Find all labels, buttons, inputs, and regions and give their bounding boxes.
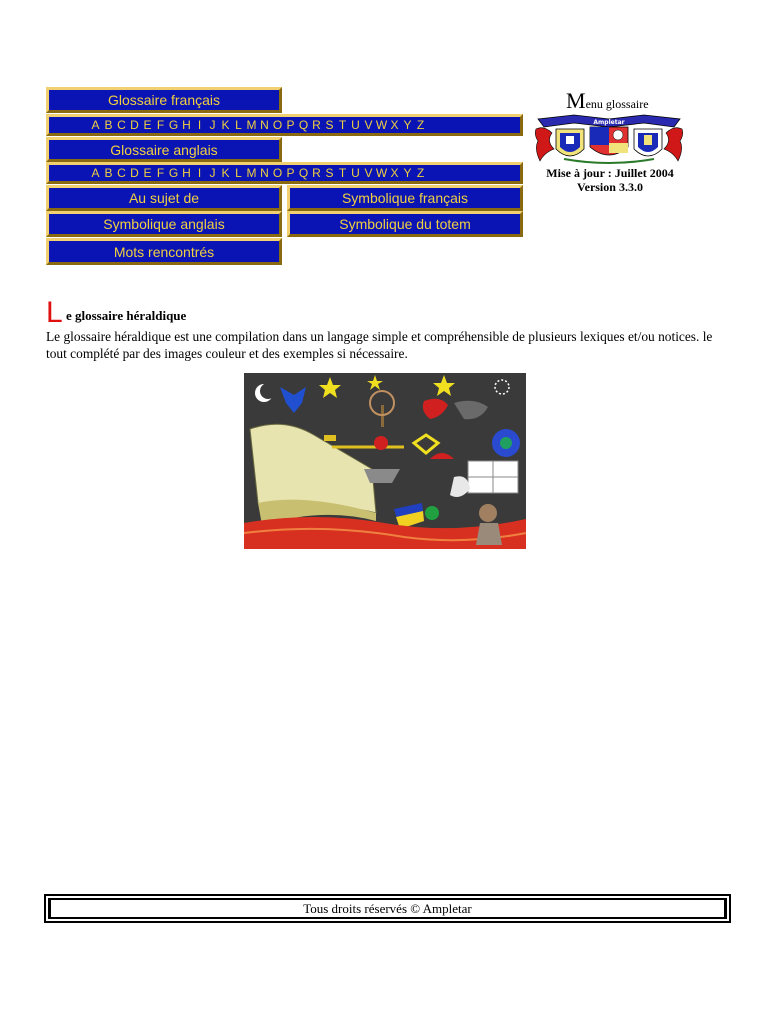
alphabet-letter-h[interactable]: H [182, 166, 191, 180]
alphabet-letter-a[interactable]: A [91, 118, 100, 132]
alphabet-letter-z[interactable]: Z [416, 166, 425, 180]
alphabet-letter-i[interactable]: I [197, 118, 202, 132]
alphabet-bar-anglais [46, 162, 523, 184]
nav-au-sujet-de-label: Au sujet de [128, 190, 200, 206]
alphabet-letter-v[interactable]: V [364, 166, 373, 180]
alphabet-letter-t[interactable]: T [338, 166, 347, 180]
ampletar-crest-image[interactable] [534, 113, 684, 165]
alphabet-bar-francais [46, 114, 523, 136]
nav-glossaire-francais-label: Glossaire français [107, 92, 221, 108]
alphabet-letter-s[interactable]: S [325, 166, 334, 180]
alphabet-letter-s[interactable]: S [325, 118, 334, 132]
alphabet-letter-p[interactable]: P [286, 118, 295, 132]
footer [44, 894, 731, 923]
alphabet-letter-f[interactable]: F [156, 118, 165, 132]
menu-title [566, 88, 649, 114]
alphabet-letter-m[interactable]: M [246, 166, 257, 180]
menu-title-rest: enu glossaire [585, 97, 649, 111]
nav-symbolique-totem-label: Symbolique du totem [339, 216, 471, 232]
footer-copyright: Tous droits réservés © Ampletar [303, 900, 472, 916]
alphabet-letter-w[interactable]: W [375, 118, 388, 132]
alphabet-letter-u[interactable]: U [351, 166, 360, 180]
nav-symbolique-francais[interactable] [287, 185, 523, 211]
alphabet-letter-j[interactable]: J [209, 118, 216, 132]
alphabet-letter-a[interactable]: A [91, 166, 100, 180]
page-heading [46, 296, 186, 330]
alphabet-letter-d[interactable]: D [130, 166, 139, 180]
alphabet-letter-e[interactable]: E [143, 118, 152, 132]
alphabet-letter-p[interactable]: P [286, 166, 295, 180]
nav-mots-rencontres[interactable] [46, 238, 282, 265]
nav-symbolique-francais-label: Symbolique français [341, 190, 469, 206]
alphabet-letter-n[interactable]: N [260, 166, 269, 180]
nav-symbolique-totem[interactable] [287, 211, 523, 237]
alphabet-letter-v[interactable]: V [364, 118, 373, 132]
alphabet-letter-y[interactable]: Y [403, 118, 412, 132]
alphabet-letter-k[interactable]: K [221, 166, 230, 180]
alphabet-letter-h[interactable]: H [182, 118, 191, 132]
alphabet-letter-w[interactable]: W [375, 166, 388, 180]
alphabet-letter-q[interactable]: Q [298, 118, 309, 132]
alphabet-letter-b[interactable]: B [104, 166, 113, 180]
nav-symbolique-anglais-label: Symbolique anglais [103, 216, 225, 232]
alphabet-letter-i[interactable]: I [197, 166, 202, 180]
heraldic-illustration-image [244, 373, 526, 549]
alphabet-letter-q[interactable]: Q [298, 166, 309, 180]
alphabet-letter-k[interactable]: K [221, 118, 230, 132]
menu-title-initial: M [566, 88, 586, 113]
alphabet-letter-u[interactable]: U [351, 118, 360, 132]
alphabet-letter-d[interactable]: D [130, 118, 139, 132]
alphabet-letter-g[interactable]: G [168, 118, 179, 132]
alphabet-letter-t[interactable]: T [338, 118, 347, 132]
alphabet-letter-o[interactable]: O [272, 118, 283, 132]
nav-au-sujet-de[interactable] [46, 185, 282, 211]
alphabet-letter-c[interactable]: C [117, 118, 126, 132]
alphabet-letter-b[interactable]: B [104, 118, 113, 132]
alphabet-letter-y[interactable]: Y [403, 166, 412, 180]
nav-glossaire-francais[interactable] [46, 87, 282, 113]
alphabet-letter-m[interactable]: M [246, 118, 257, 132]
version-label: Version 3.3.0 [577, 180, 643, 194]
alphabet-letter-z[interactable]: Z [416, 118, 425, 132]
alphabet-letter-g[interactable]: G [168, 166, 179, 180]
intro-paragraph: Le glossaire héraldique est une compilation dans un langage simple et compréhensible de plusieurs lexiques et/ou notices. le tout complété par des images couleur et des exemples si nécessaire. [46, 329, 713, 361]
alphabet-letter-x[interactable]: X [390, 118, 399, 132]
alphabet-letter-r[interactable]: R [312, 118, 321, 132]
crest-banner-text: Ampletar [593, 119, 625, 126]
heading-text: e glossaire héraldique [65, 308, 187, 323]
update-date: Mise à jour : Juillet 2004 [546, 166, 674, 180]
heading-dropcap: L [46, 296, 63, 329]
update-info [536, 166, 684, 194]
footer-inner [48, 898, 727, 919]
nav-mots-rencontres-label: Mots rencontrés [113, 243, 215, 260]
alphabet-letter-f[interactable]: F [156, 166, 165, 180]
alphabet-letter-e[interactable]: E [143, 166, 152, 180]
nav-symbolique-anglais[interactable] [46, 211, 282, 237]
nav-glossaire-anglais-label: Glossaire anglais [110, 141, 218, 158]
alphabet-letter-l[interactable]: L [235, 118, 242, 132]
alphabet-letter-l[interactable]: L [235, 166, 242, 180]
alphabet-letter-c[interactable]: C [117, 166, 126, 180]
alphabet-letter-j[interactable]: J [209, 166, 216, 180]
alphabet-letter-x[interactable]: X [390, 166, 399, 180]
alphabet-letter-o[interactable]: O [272, 166, 283, 180]
alphabet-letter-n[interactable]: N [260, 118, 269, 132]
nav-glossaire-anglais[interactable] [46, 137, 282, 162]
alphabet-letter-r[interactable]: R [312, 166, 321, 180]
